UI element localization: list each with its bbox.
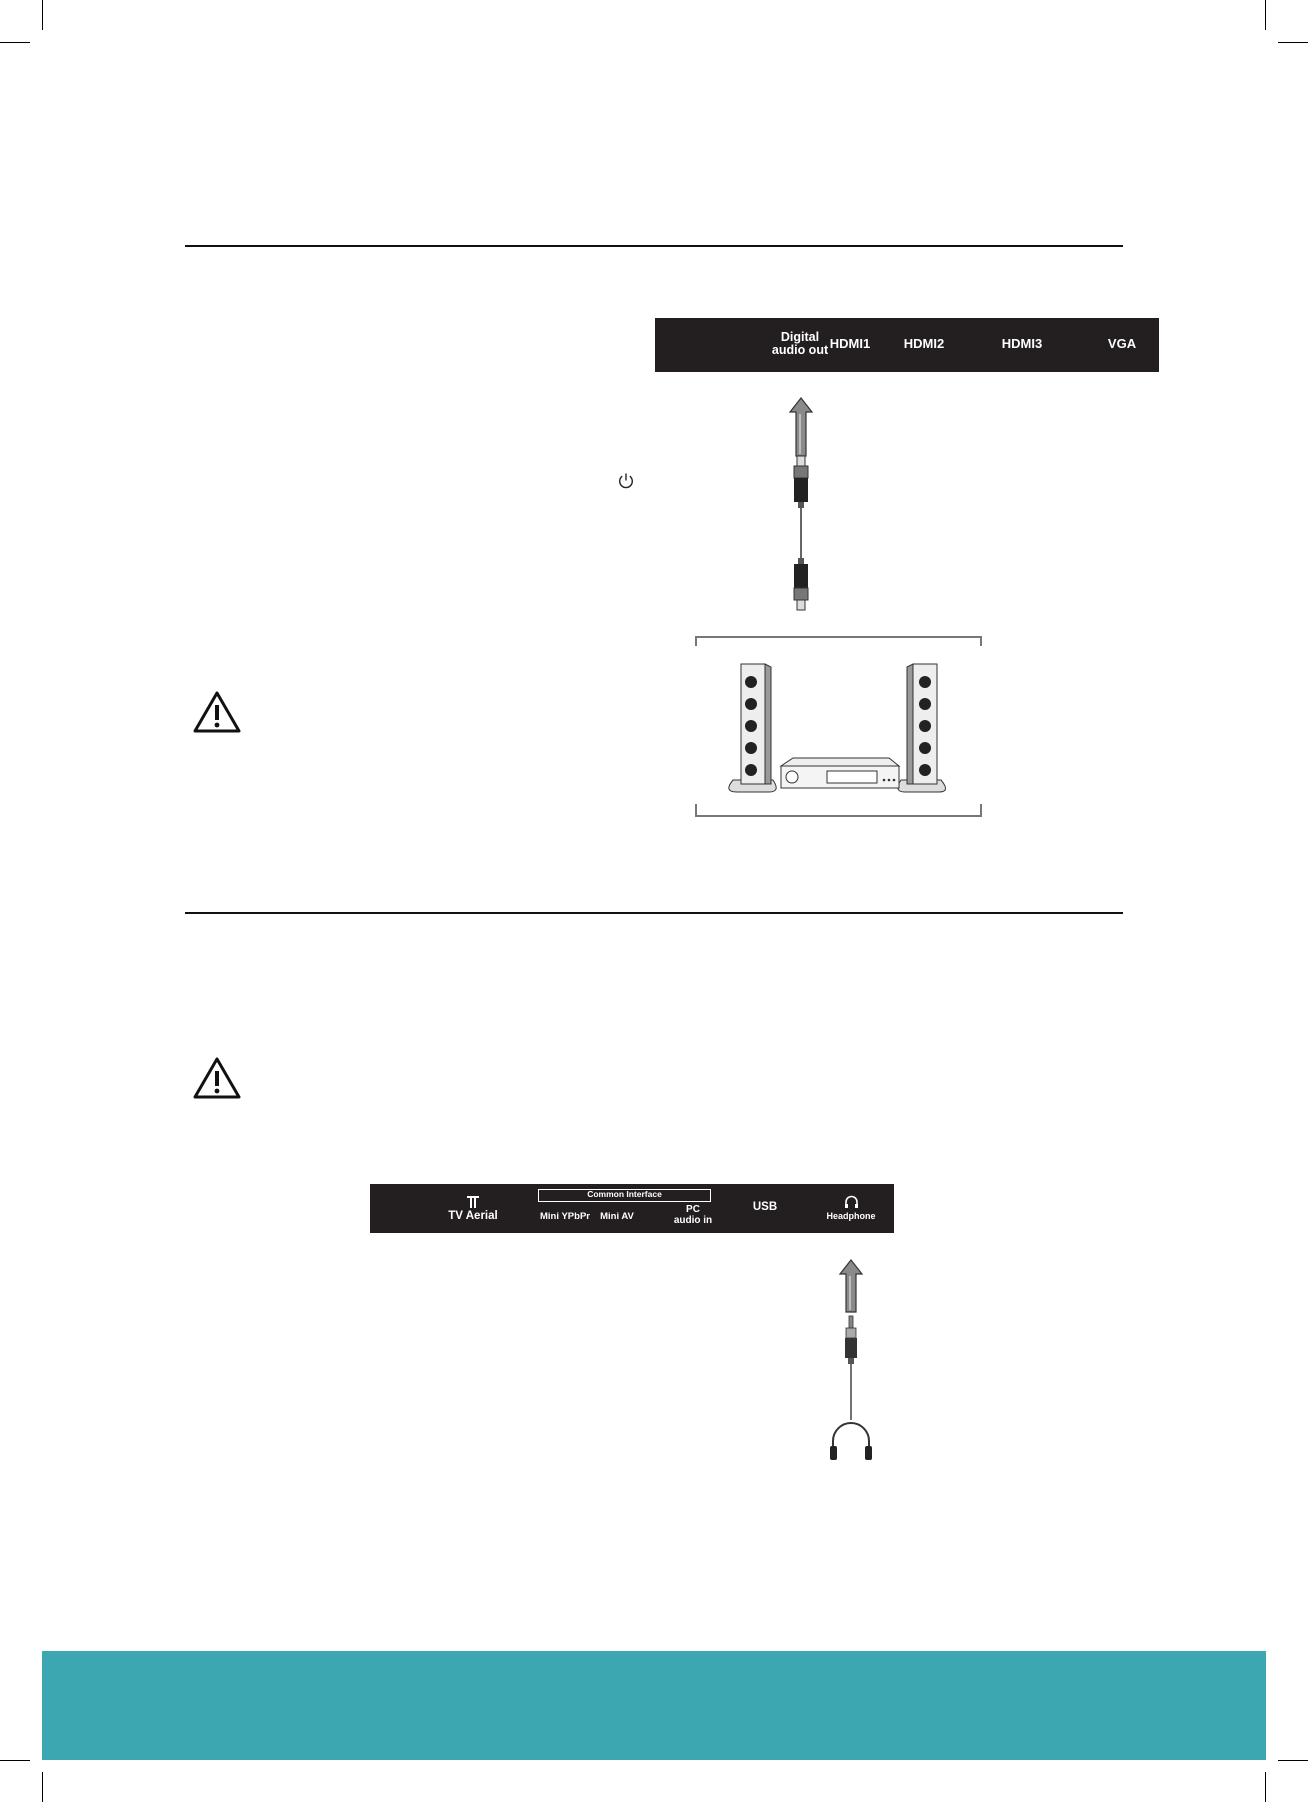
crop-mark xyxy=(1265,1772,1266,1802)
footer-band xyxy=(42,1651,1266,1760)
speaker-icon xyxy=(729,664,776,792)
warning-icon xyxy=(192,1056,242,1100)
crop-mark xyxy=(0,1760,30,1761)
amplifier-icon xyxy=(781,758,899,788)
crop-mark xyxy=(1265,0,1266,30)
port-label-usb: USB xyxy=(752,1201,778,1213)
tv-rear-panel-side xyxy=(370,1184,894,1233)
speaker-icon xyxy=(898,664,946,792)
common-interface-label: Common Interface xyxy=(587,1189,662,1199)
crop-mark xyxy=(1278,42,1308,43)
port-label-hdmi3: HDMI3 xyxy=(1001,336,1043,351)
port-label-tv-aerial: TV Aerial xyxy=(448,1210,498,1222)
crop-mark xyxy=(1278,1760,1308,1761)
crop-mark xyxy=(42,1772,43,1802)
crop-mark xyxy=(42,0,43,30)
port-label-hdmi2: HDMI2 xyxy=(903,336,945,351)
crop-mark xyxy=(0,42,30,43)
headphones-icon xyxy=(830,1423,872,1460)
port-label-digital-audio-out: Digital audio out xyxy=(771,330,829,358)
section-divider xyxy=(185,912,1123,914)
optical-cable-icon xyxy=(778,394,824,616)
tv-rear-panel-top xyxy=(655,318,1159,372)
section-divider xyxy=(185,245,1123,247)
port-label-headphone: Headphone xyxy=(826,1211,876,1221)
port-label-pc-audio-in: PC audio in xyxy=(673,1204,713,1226)
port-label-mini-ypbpr: Mini YPbPr xyxy=(540,1211,590,1222)
port-label-hdmi1: HDMI1 xyxy=(829,336,871,351)
power-icon xyxy=(617,472,635,490)
audio-jack-icon xyxy=(826,1258,876,1468)
sound-system-illustration xyxy=(693,634,984,820)
warning-icon xyxy=(192,690,242,734)
port-label-mini-av: Mini AV xyxy=(600,1211,634,1222)
headphone-port-icon xyxy=(844,1195,859,1209)
port-label-vga: VGA xyxy=(1107,336,1137,351)
antenna-icon xyxy=(466,1195,480,1209)
